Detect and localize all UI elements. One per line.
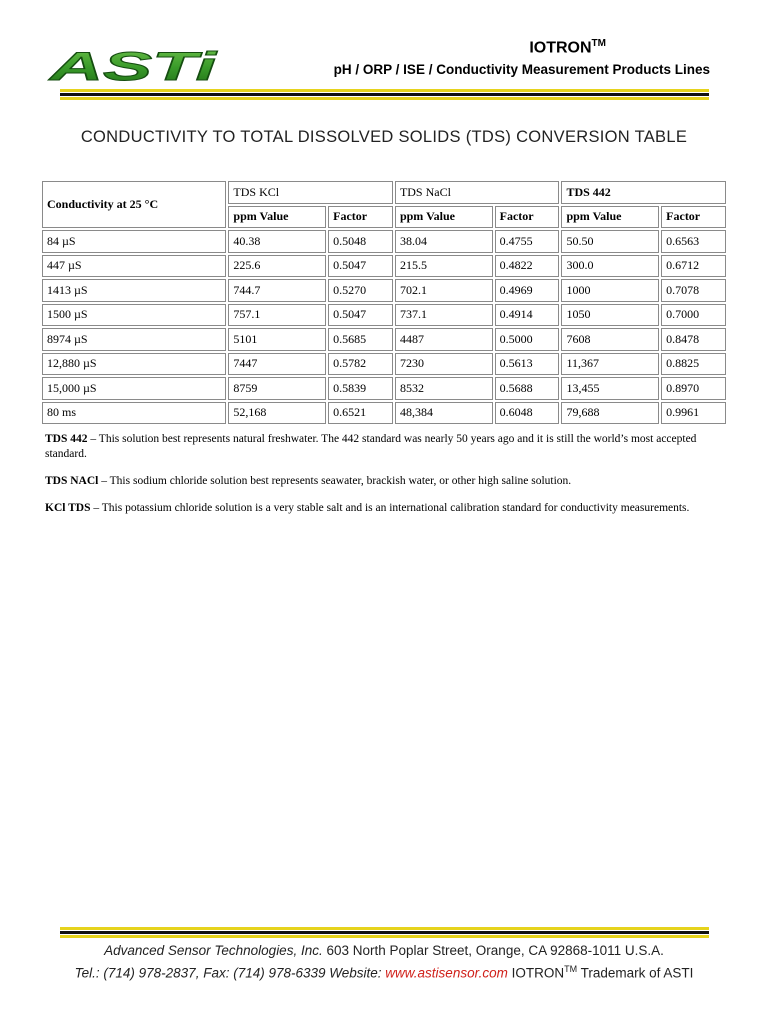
ppm-cell: 8759 [228, 377, 326, 400]
factor-cell: 0.5613 [495, 353, 560, 376]
conductivity-cell: 1413 µS [42, 279, 226, 302]
ppm-cell: 737.1 [395, 304, 493, 327]
conductivity-cell: 15,000 µS [42, 377, 226, 400]
col-header-ppm: ppm Value [561, 206, 659, 229]
ppm-cell: 40.38 [228, 230, 326, 253]
factor-cell: 0.9961 [661, 402, 726, 425]
ppm-cell: 38.04 [395, 230, 493, 253]
ppm-cell: 744.7 [228, 279, 326, 302]
ppm-cell: 52,168 [228, 402, 326, 425]
ppm-cell: 300.0 [561, 255, 659, 278]
ppm-cell: 5101 [228, 328, 326, 351]
product-lines-subtitle: pH / ORP / ISE / Conductivity Measurement Products Lines [333, 62, 710, 78]
factor-cell: 0.7078 [661, 279, 726, 302]
factor-cell: 0.8970 [661, 377, 726, 400]
table-row [42, 353, 726, 376]
factor-cell: 0.4914 [495, 304, 560, 327]
factor-cell: 0.6521 [328, 402, 393, 425]
group-header-nacl: TDS NaCl [395, 181, 560, 204]
note-kcl-tds: KCl TDS – This potassium chloride solution is a very stable salt and is an international calibration standard for conductivity measurements. [45, 502, 690, 514]
factor-cell: 0.8825 [661, 353, 726, 376]
note-tds-442: TDS 442 – This solution best represents natural freshwater. The 442 standard was nearly 50 years ago and it is still the world’s most accepted standard. [45, 433, 697, 460]
website-link[interactable]: www.astisensor.com [385, 965, 508, 981]
ppm-cell: 13,455 [561, 377, 659, 400]
table-row [42, 377, 726, 400]
table-header-row [42, 181, 726, 204]
col-header-ppm: ppm Value [228, 206, 326, 229]
table-row [42, 328, 726, 351]
factor-cell: 0.6563 [661, 230, 726, 253]
ppm-cell: 48,384 [395, 402, 493, 425]
conductivity-cell: 1500 µS [42, 304, 226, 327]
factor-cell: 0.5688 [495, 377, 560, 400]
product-name: IOTRON™ [529, 38, 606, 57]
table-row [42, 255, 726, 278]
table-row [42, 402, 726, 425]
factor-cell: 0.5839 [328, 377, 393, 400]
group-header-442: TDS 442 [561, 181, 726, 204]
factor-cell: 0.5047 [328, 304, 393, 327]
factor-cell: 0.8478 [661, 328, 726, 351]
conductivity-cell: 80 ms [42, 402, 226, 425]
ppm-cell: 702.1 [395, 279, 493, 302]
col-header-ppm: ppm Value [395, 206, 493, 229]
logo-text: ASTi [48, 45, 218, 86]
conductivity-cell: 8974 µS [42, 328, 226, 351]
factor-cell: 0.5685 [328, 328, 393, 351]
factor-cell: 0.5048 [328, 230, 393, 253]
asti-logo [46, 44, 222, 86]
ppm-cell: 79,688 [561, 402, 659, 425]
header-divider [60, 89, 709, 100]
factor-cell: 0.4822 [495, 255, 560, 278]
ppm-cell: 11,367 [561, 353, 659, 376]
ppm-cell: 4487 [395, 328, 493, 351]
table-row [42, 230, 726, 253]
footer [0, 942, 768, 983]
conductivity-cell: 84 µS [42, 230, 226, 253]
ppm-cell: 7608 [561, 328, 659, 351]
footer-address-line: Advanced Sensor Technologies, Inc. 603 North Poplar Street, Orange, CA 92868-1011 U.S.A. [104, 943, 664, 958]
conversion-table [40, 179, 728, 426]
page-title: CONDUCTIVITY TO TOTAL DISSOLVED SOLIDS (TDS) CONVERSION TABLE [80, 128, 688, 146]
factor-cell: 0.4755 [495, 230, 560, 253]
col-header-factor: Factor [661, 206, 726, 229]
ppm-cell: 7230 [395, 353, 493, 376]
conductivity-cell: 447 µS [42, 255, 226, 278]
ppm-cell: 50.50 [561, 230, 659, 253]
factor-cell: 0.5047 [328, 255, 393, 278]
brand-header [334, 38, 710, 77]
conductivity-header: Conductivity at 25 °C [42, 181, 226, 228]
ppm-cell: 215.5 [395, 255, 493, 278]
ppm-cell: 1050 [561, 304, 659, 327]
table-row [42, 304, 726, 327]
ppm-cell: 1000 [561, 279, 659, 302]
ppm-cell: 225.6 [228, 255, 326, 278]
factor-cell: 0.6712 [661, 255, 726, 278]
notes-section [45, 432, 717, 528]
ppm-cell: 7447 [228, 353, 326, 376]
ppm-cell: 8532 [395, 377, 493, 400]
factor-cell: 0.4969 [495, 279, 560, 302]
col-header-factor: Factor [328, 206, 393, 229]
factor-cell: 0.7000 [661, 304, 726, 327]
conductivity-cell: 12,880 µS [42, 353, 226, 376]
group-header-kcl: TDS KCl [228, 181, 393, 204]
company-name: Advanced Sensor Technologies, Inc. [104, 943, 323, 958]
footer-contact-line: Tel.: (714) 978-2837, Fax: (714) 978-6339 Website: www.astisensor.com IOTRON™ Trademark of ASTI [74, 964, 694, 981]
table-row [42, 279, 726, 302]
note-tds-nacl: TDS NACl – This sodium chloride solution best represents seawater, brackish water, or other high saline solution. [45, 475, 572, 487]
factor-cell: 0.5000 [495, 328, 560, 351]
factor-cell: 0.6048 [495, 402, 560, 425]
factor-cell: 0.5782 [328, 353, 393, 376]
factor-cell: 0.5270 [328, 279, 393, 302]
col-header-factor: Factor [495, 206, 560, 229]
ppm-cell: 757.1 [228, 304, 326, 327]
footer-divider [60, 927, 709, 938]
